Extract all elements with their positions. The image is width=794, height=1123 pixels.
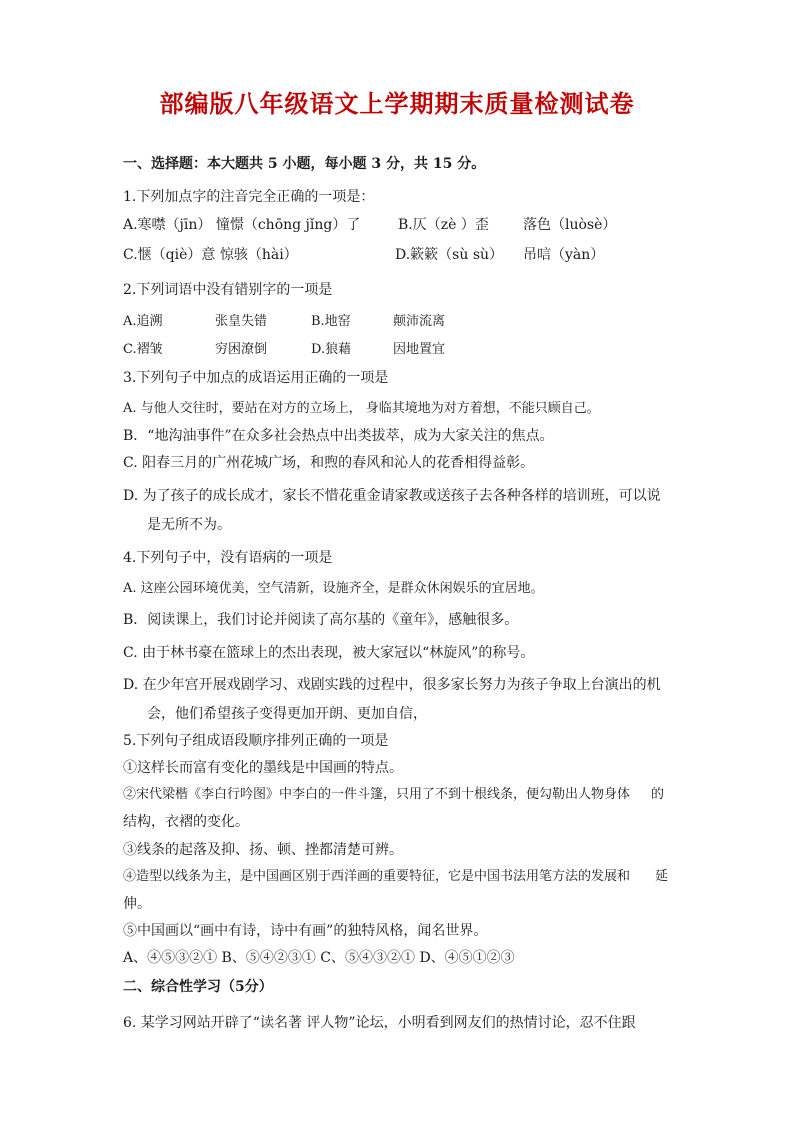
q1-option-d: D.簌簌（sù sù） (395, 247, 504, 263)
q2-option-a: A.追溯 (123, 314, 163, 329)
q5-sentence-4-part2: 延 (655, 869, 669, 884)
q1-option-c: C.惬（qiè）意 惊骇（hài） (123, 247, 298, 263)
q5-sentence-1: ①这样长而富有变化的墨线是中国画的特点。 (123, 760, 403, 776)
q5-sentence-3: ③线条的起落及抑、扬、顿、挫都清楚可辨。 (123, 842, 403, 858)
q2-row1 (123, 314, 446, 329)
q1-row1 (123, 217, 617, 233)
q4-stem: 4.下列句子中，没有语病的一项是 (123, 550, 333, 566)
q4-option-d-line1: D. 在少年宫开展戏剧学习、戏剧实践的过程中，很多家长努力为孩子争取上台演出的机 (123, 677, 661, 693)
q4-option-b: B．阅读课上，我们讨论并阅读了高尔基的《童年》，感触很多。 (123, 612, 519, 628)
q1-row2 (123, 247, 605, 263)
q5-sentence-2-part2: 的 (651, 787, 665, 802)
q2-option-c: C.褶皱 (123, 342, 163, 357)
q2-option-b-word2: 颠沛流离 (393, 314, 446, 329)
q3-stem: 3.下列句子中加点的成语运用正确的一项是 (123, 370, 389, 386)
q3-option-b: B．“地沟油事件”在众多社会热点中出类拔萃，成为大家关注的焦点。 (123, 428, 554, 444)
q3-option-c: C. 阳春三月的广州花城广场，和煦的春风和沁人的花香相得益彰。 (123, 455, 535, 471)
q1-option-d-word2: 吊唁（yàn） (523, 247, 605, 263)
q5-sentence-2-cont: 结构，衣褶的变化。 (123, 814, 249, 830)
q5-sentence-4-part1: ④造型以线条为主，是中国画区别于西洋画的重要特征，它是中国书法用笔方法的发展和 (123, 869, 631, 884)
document-title: 部编版八年级语文上学期期末质量检测试卷 (159, 89, 635, 118)
q6-stem: 6. 某学习网站开辟了“读名著 评人物”论坛，小明看到网友们的热情讨论，忍不住跟 (123, 1015, 636, 1031)
section1-heading: 一、选择题：本大题共 5 小题，每小题 3 分，共 15 分。 (123, 156, 486, 172)
q2-stem: 2.下列词语中没有错别字的一项是 (123, 282, 333, 298)
q1-option-a: A.寒噤（jīn） 憧憬（chōng jǐng）了 (123, 217, 361, 233)
q5-sentence-4 (123, 869, 669, 884)
q2-option-c-word2: 穷困潦倒 (215, 342, 268, 357)
q3-option-d-line1: D. 为了孩子的成长成才，家长不惜花重金请家教或送孩子去各种各样的培训班，可以说 (123, 488, 661, 504)
q1-option-b: B.仄（zè ）歪 (398, 217, 489, 233)
section2-heading: 二、综合性学习（5分） (123, 979, 273, 995)
q5-stem: 5.下列句子组成语段顺序排列正确的一项是 (123, 733, 389, 749)
q1-stem: 1.下列加点字的注音完全正确的一项是： (123, 189, 375, 205)
q5-sentence-2 (123, 787, 665, 802)
q5-sentence-4-cont: 伸。 (123, 896, 151, 912)
q3-option-d-line2: 是无所不为。 (147, 517, 231, 533)
q4-option-d-line2: 会，他们希望孩子变得更加开朗、更加自信， (147, 706, 427, 722)
q5-sentence-2-part1: ②宋代梁楷《李白行吟图》中李白的一件斗篷，只用了不到十根线条，便勾勒出人物身体 (123, 787, 631, 802)
q5-options: A、④⑤③②① B、⑤④②③① C、⑤④③②① D、④⑤①②③ (123, 950, 515, 966)
q4-option-c: C. 由于林书豪在篮球上的杰出表现，被大家冠以“林旋风”的称号。 (123, 645, 535, 661)
q4-option-a: A. 这座公园环境优美，空气清新，设施齐全，是群众休闲娱乐的宜居地。 (123, 581, 544, 596)
q2-option-d: D.狼藉 (311, 342, 352, 357)
q2-option-d-word2: 因地置宜 (393, 342, 446, 357)
q2-option-a-word2: 张皇失错 (215, 314, 268, 329)
q2-row2 (123, 342, 446, 357)
q2-option-b: B.地窑 (311, 314, 351, 329)
q1-option-b-word2: 落色（luòsè） (523, 217, 617, 233)
q5-sentence-5: ⑤中国画以“画中有诗，诗中有画”的独特风格，闻名世界。 (123, 923, 488, 939)
q3-option-a: A. 与他人交往时，要站在对方的立场上， 身临其境地为对方着想，不能只顾自己。 (123, 401, 600, 416)
